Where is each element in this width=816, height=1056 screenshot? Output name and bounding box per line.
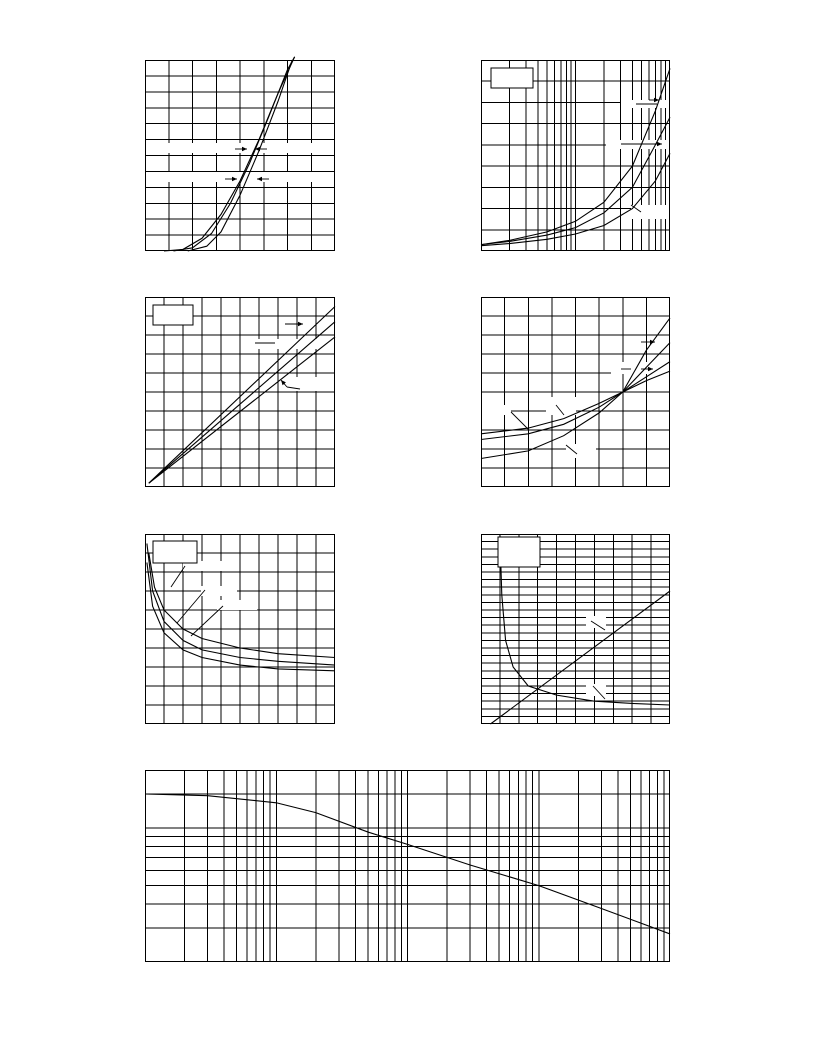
c4-label-backdrop <box>566 444 596 458</box>
c1-series-2-line <box>174 57 295 251</box>
chart-6-plot <box>481 534 670 724</box>
chart-5-plot <box>145 534 335 724</box>
c6-label-backdrop <box>586 684 606 696</box>
chart-4-plot <box>481 297 670 487</box>
chart-3-panel <box>145 297 335 487</box>
c3-series-2-line <box>149 322 335 484</box>
chart-6-panel <box>481 534 670 724</box>
chart-5-panel <box>145 534 335 724</box>
chart-7-plot <box>145 770 670 962</box>
c7-grid <box>145 770 670 962</box>
c1-label-backdrop <box>145 143 335 153</box>
c3-label-backdrop <box>285 377 335 391</box>
c1-series-1-line <box>164 57 295 251</box>
chart-3-plot <box>145 297 335 487</box>
c2-label-backdrop <box>631 205 670 219</box>
c5-label-backdrop <box>217 600 257 610</box>
c3-legend-box <box>153 305 193 325</box>
c6-legend-box <box>498 537 540 567</box>
chart-7-panel <box>145 770 670 962</box>
chart-4-panel <box>481 297 670 487</box>
chart-2-plot <box>481 60 670 251</box>
c4-grid <box>481 297 670 487</box>
c2-legend-box <box>491 68 533 88</box>
c5-callout-pointer <box>177 590 205 623</box>
c2-grid <box>481 60 670 251</box>
c6-label-backdrop <box>586 616 606 628</box>
c5-series-3-line <box>147 563 335 671</box>
c4-label-backdrop <box>481 405 511 415</box>
c1-grid <box>145 60 335 251</box>
chart-1-panel <box>145 60 335 251</box>
c4-label-backdrop <box>546 397 576 415</box>
chart-1-plot <box>145 60 335 251</box>
c3-arrowhead <box>298 322 303 326</box>
c4-arrowhead <box>650 340 655 344</box>
c4-callout-pointer <box>511 412 529 430</box>
c4-label-backdrop <box>611 362 670 374</box>
c5-label-backdrop <box>201 586 237 596</box>
c3-series-3-line <box>149 337 335 483</box>
c5-legend-box <box>153 541 197 563</box>
chart-2-panel <box>481 60 670 251</box>
c3-series-1-line <box>149 307 335 484</box>
